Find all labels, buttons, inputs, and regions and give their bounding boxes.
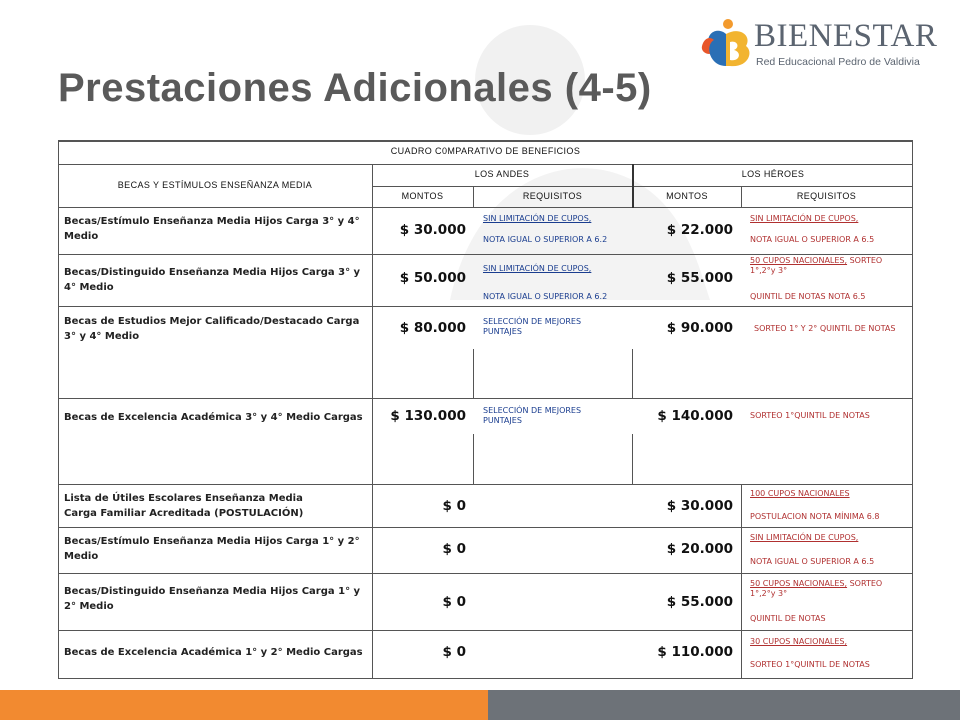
row-label: Becas/Distinguido Enseñanza Media Hijos Carga 1° y 2° Medio — [64, 586, 361, 612]
amount-los-heroes: $ 90.000 — [666, 320, 733, 336]
requirement-text: SELECCIÓN DE MEJORES PUNTAJES — [483, 317, 582, 336]
gap-line — [473, 349, 474, 398]
logo-name: BIENESTAR — [754, 18, 938, 54]
header-sep-3 — [58, 207, 913, 208]
gap-line — [632, 349, 633, 398]
footer-bar — [0, 690, 960, 720]
header-los-andes: LOS ANDES — [474, 169, 530, 179]
requirement-text-extra: SORTEO 1°,2°y 3° — [750, 579, 883, 598]
amount-los-andes: $ 0 — [442, 541, 466, 557]
requirement-text-extra: SORTEO 1°,2°y 3° — [750, 256, 883, 275]
requirement-text: SORTEO 1°QUINTIL DE NOTAS — [750, 411, 870, 420]
header-los-heroes: LOS HÉROES — [741, 169, 805, 179]
row-label-line1: Lista de Útiles Escolares Enseñanza Media — [64, 493, 303, 504]
amount-los-andes: $ 0 — [442, 644, 466, 660]
row-label: Becas/Estímulo Enseñanza Media Hijos Carga 1° y 2° Medio — [64, 536, 360, 562]
requirement-text: NOTA IGUAL O SUPERIOR A 6.5 — [750, 557, 875, 566]
requirement-link[interactable]: 100 CUPOS NACIONALES — [750, 489, 850, 498]
requirement-text: QUINTIL DE NOTAS NOTA 6.5 — [750, 292, 866, 301]
bienestar-logo-icon — [700, 16, 756, 72]
amount-los-heroes: $ 20.000 — [666, 541, 733, 557]
col-sep-b-lower — [741, 484, 742, 679]
table-left-border — [58, 140, 59, 679]
requirement-text: SELECCIÓN DE MEJORES PUNTAJES — [483, 406, 582, 425]
amount-los-andes: $ 130.000 — [390, 408, 466, 424]
amount-los-andes: $ 0 — [442, 498, 466, 514]
header-montos-a: MONTOS — [401, 191, 444, 201]
row-sep — [58, 630, 913, 631]
header-becas: BECAS Y ESTÍMULOS ENSEÑANZA MEDIA — [117, 180, 313, 190]
requirement-link[interactable]: SIN LIMITACIÓN DE CUPOS, — [750, 533, 859, 542]
requirement-text: POSTULACION NOTA MÍNIMA 6.8 — [750, 512, 880, 521]
requirement-link[interactable]: SIN LIMITACIÓN DE CUPOS, — [483, 214, 592, 223]
amount-los-andes: $ 0 — [442, 594, 466, 610]
header-requisitos-a: REQUISITOS — [522, 191, 583, 201]
gap-line — [632, 434, 633, 484]
requirement-text: SORTEO 1°QUINTIL DE NOTAS — [750, 660, 870, 669]
row-label-line2: Carga Familiar Acreditada (POSTULACIÓN) — [64, 508, 304, 519]
row-sep — [58, 398, 913, 399]
requirement-link[interactable]: 50 CUPOS NACIONALES, — [750, 256, 848, 265]
row-sep — [58, 254, 913, 255]
requirement-text — [750, 579, 908, 599]
requirement-text — [750, 256, 908, 276]
requirement-text: SORTEO 1° Y 2° QUINTIL DE NOTAS — [754, 324, 896, 333]
row-sep — [58, 306, 913, 307]
requirement-text: NOTA IGUAL O SUPERIOR A 6.5 — [750, 235, 875, 244]
amount-los-andes: $ 50.000 — [399, 270, 466, 286]
page-title: Prestaciones Adicionales (4-5) — [58, 66, 652, 110]
amount-los-heroes: $ 55.000 — [666, 594, 733, 610]
header-sep-1 — [58, 164, 913, 165]
row-sep — [58, 527, 913, 528]
row-label: Becas de Excelencia Académica 1° y 2° Medio Cargas — [64, 647, 363, 658]
row-sep — [58, 573, 913, 574]
table-caption: CUADRO C0MPARATIVO DE BENEFICIOS — [390, 146, 581, 156]
requirement-link[interactable]: 30 CUPOS NACIONALES, — [750, 637, 848, 646]
amount-los-andes: $ 80.000 — [399, 320, 466, 336]
amount-los-heroes: $ 110.000 — [657, 644, 733, 660]
amount-los-heroes: $ 140.000 — [657, 408, 733, 424]
header-montos-b: MONTOS — [666, 191, 708, 201]
table-right-border — [912, 140, 913, 679]
header-requisitos-b: REQUISITOS — [796, 191, 857, 201]
header-sep-2 — [372, 186, 913, 187]
amount-los-heroes: $ 55.000 — [666, 270, 733, 286]
row-label: Becas/Distinguido Enseñanza Media Hijos Carga 3° y 4° Medio — [64, 267, 361, 293]
gap-line — [473, 434, 474, 484]
row-label: Becas de Estudios Mejor Calificado/Destacado Carga 3° y 4° Medio — [64, 316, 360, 342]
table-bottom-border — [58, 678, 913, 679]
requirement-link[interactable]: 50 CUPOS NACIONALES, — [750, 579, 848, 588]
requirement-text: NOTA IGUAL O SUPERIOR A 6.2 — [483, 292, 608, 301]
amount-los-heroes: $ 30.000 — [666, 498, 733, 514]
amount-los-heroes: $ 22.000 — [666, 222, 733, 238]
requirement-text: QUINTIL DE NOTAS — [750, 614, 826, 623]
requirement-link[interactable]: SIN LIMITACIÓN DE CUPOS, — [483, 264, 592, 273]
footer-bar-orange — [0, 690, 488, 720]
requirement-text: NOTA IGUAL O SUPERIOR A 6.2 — [483, 235, 608, 244]
row-label: Becas de Excelencia Académica 3° y 4° Medio Cargas — [64, 412, 363, 423]
amount-los-andes: $ 30.000 — [399, 222, 466, 238]
footer-bar-gray — [488, 690, 960, 720]
row-sep — [58, 484, 913, 485]
logo-subtitle: Red Educacional Pedro de Valdivia — [756, 56, 920, 68]
bienestar-logo — [700, 14, 940, 74]
row-label: Becas/Estímulo Enseñanza Media Hijos Carga 3° y 4° Medio — [64, 216, 360, 242]
table-top-border — [58, 140, 913, 142]
requirement-link[interactable]: SIN LIMITACIÓN DE CUPOS, — [750, 214, 859, 223]
